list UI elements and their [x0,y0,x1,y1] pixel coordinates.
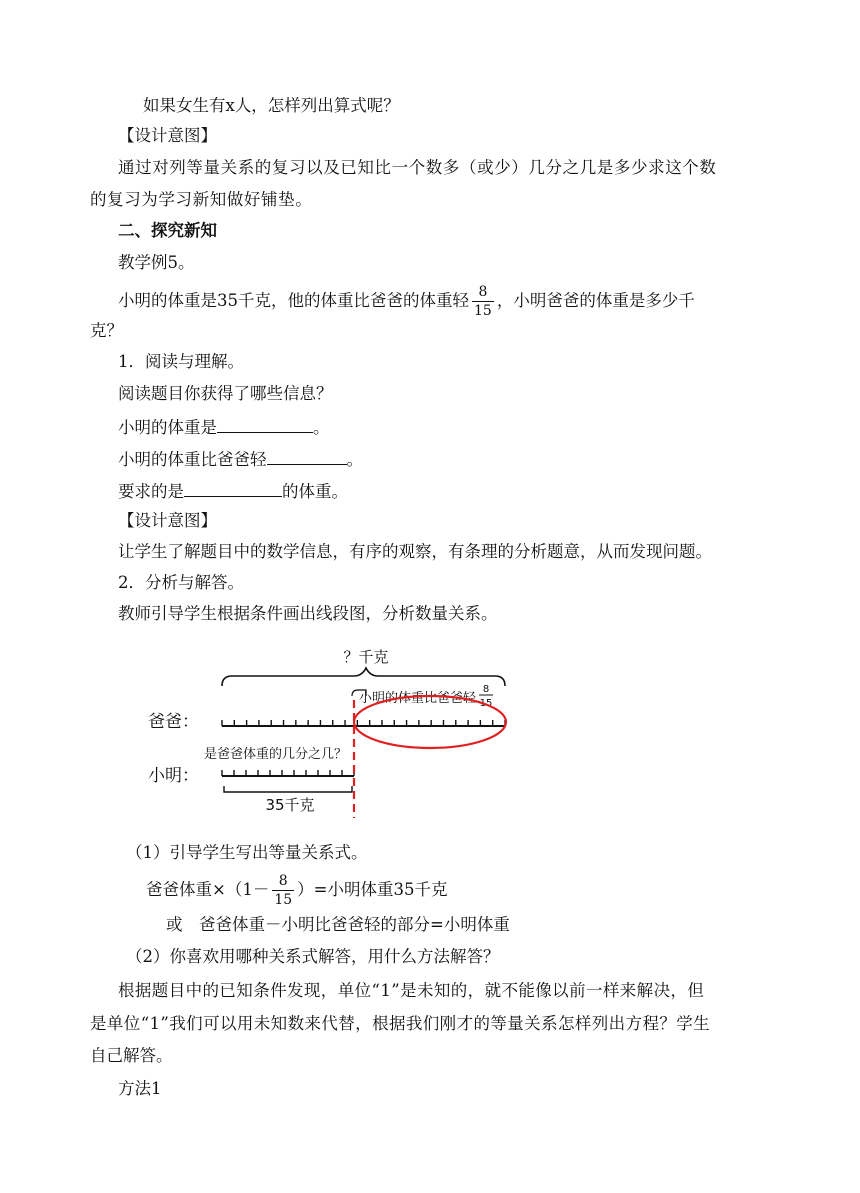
fraction-denominator: 15 [274,892,293,908]
text-line: 阅读题目你获得了哪些信息？ [118,384,333,403]
dad-label: 爸爸： [148,712,199,732]
text-line: 让学生了解题目中的数学信息，有序的观察，有条理的分析题意，从而发现问题。 [118,542,712,561]
equation-fraction [272,872,294,909]
blank-prompt: 小明的体重是 [118,418,217,437]
text-line: 根据题目中的已知条件发现，单位“1”是未知的，就不能像以前一样来解决，但 [118,981,705,1000]
total-brace [222,668,505,686]
blank-suffix: 的体重。 [282,482,348,501]
section-heading: 【设计意图】 [118,126,217,145]
blank-prompt: 要求的是 [118,482,184,501]
equation-line: 或 爸爸体重－小明比爸爸轻的部分=小明体重 [166,915,510,934]
text-line: 通过对列等量关系的复习以及已知比一个数多（或少）几分之几是多少求这个数 [118,158,717,177]
blank-prompt: 小明的体重比爸爸轻 [118,450,267,469]
fraction-numerator: 8 [472,283,494,302]
xiaoming-label: 小明： [148,766,199,786]
fill-blank-line [118,446,363,472]
punctuation: 。 [313,418,330,437]
problem-text-end: ，小明爸爸的体重是多少千 [496,291,695,310]
weight-label: 35千克 [265,796,315,814]
fraction-numerator: 8 [272,872,294,891]
text-line: （2）你喜欢用哪种关系式解答，用什么方法解答？ [126,947,500,966]
answer-blank[interactable] [217,414,313,433]
equation-end: ）=小明体重35千克 [297,880,448,899]
answer-blank[interactable] [267,446,347,465]
equation-start: 爸爸体重×（1－ [146,880,270,899]
text-line: 的复习为学习新知做好铺垫。 [90,190,313,209]
diagram-fraction-numerator: 8 [482,684,490,695]
text-line: 教学例5。 [118,253,195,272]
fill-blank-line [118,414,330,440]
text-line: 2．分析与解答。 [118,573,244,592]
answer-blank[interactable] [184,478,282,497]
section-title: 二、探究新知 [118,221,217,240]
problem-text-start: 小明的体重是35千克，他的体重比爸爸的体重轻 [118,291,469,310]
diagram-fraction-denominator: 15 [479,698,493,709]
equation-line [146,872,447,909]
fraction [472,283,494,320]
text-line: 教师引导学生根据条件画出线段图，分析数量关系。 [118,604,498,623]
section-heading: 【设计意图】 [118,511,217,530]
text-line: 如果女生有x人，怎样列出算式呢？ [143,96,400,115]
segment-diagram [140,640,520,825]
question-label: 是爸爸体重的几分之几？ [204,747,348,762]
text-line: 方法1 [118,1079,162,1098]
text-line: （1）引导学生写出等量关系式。 [126,843,368,862]
punctuation: 。 [346,450,363,469]
problem-line [118,283,695,320]
weight-brace [224,786,352,792]
text-line: 是单位“1”我们可以用未知数来代替，根据我们刚才的等量关系怎样列出方程？学生 [90,1014,711,1033]
total-label: ？千克 [343,648,389,666]
text-line: 自己解答。 [90,1046,173,1065]
fill-blank-line [118,478,348,504]
text-line: 克？ [90,321,123,340]
lighter-label: 小明的体重比爸爸轻 [359,691,477,706]
text-line: 1．阅读与理解。 [118,352,244,371]
fraction-denominator: 15 [474,303,492,319]
